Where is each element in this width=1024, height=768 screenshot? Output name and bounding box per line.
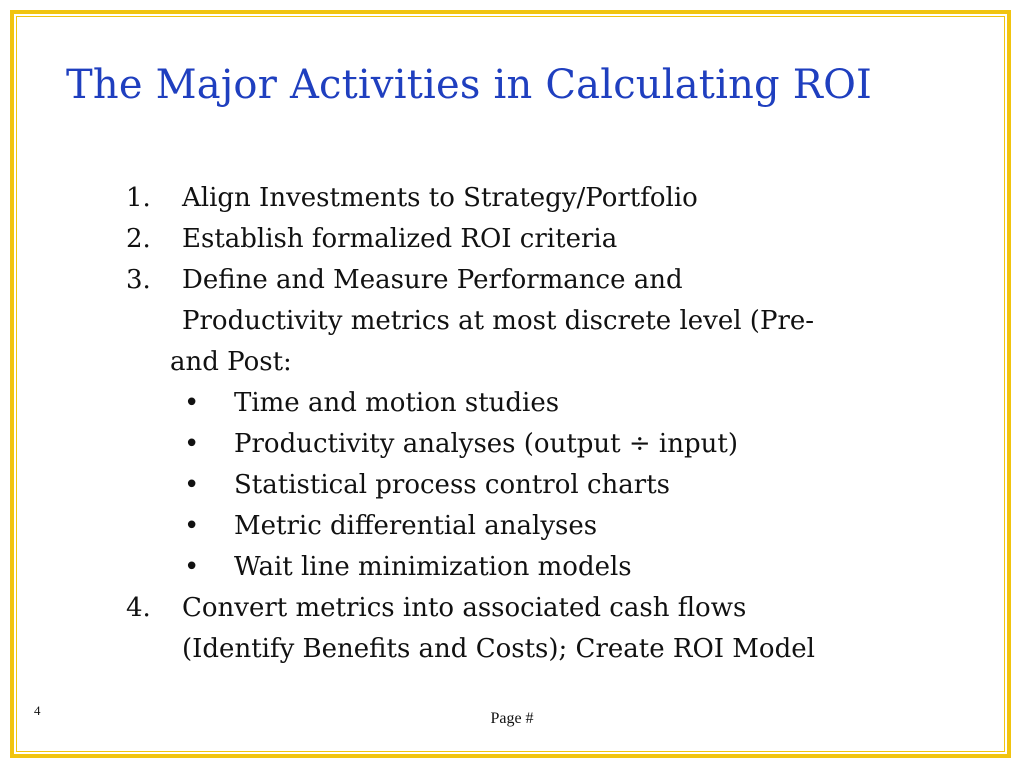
list-item-text: Establish formalized ROI criteria [182,224,618,254]
list-item-text: Align Investments to Strategy/Portfolio [182,183,698,213]
list-item-number: 3. [126,265,151,295]
bullet-icon: • [184,388,200,418]
list-item-2 [126,219,906,260]
activity-list [126,178,906,670]
list-item-text: Convert metrics into associated cash flows [182,593,747,623]
slide-title: The Major Activities in Calculating ROI [66,62,873,108]
bullet-icon: • [184,470,200,500]
list-item-number: 2. [126,224,151,254]
sub-list-item-text: Time and motion studies [234,388,560,418]
sub-list-item [126,465,906,506]
list-item-number: 4. [126,593,151,623]
list-item-text: (Identify Benefits and Costs); Create ROI Model [182,634,815,664]
list-item-text: Define and Measure Performance and [182,265,683,295]
sub-list-item-text: Productivity analyses (output ÷ input) [234,429,738,459]
list-item-text: Productivity metrics at most discrete level (Pre- [182,306,815,336]
list-item-3 [126,260,906,301]
list-item-text: and Post: [170,347,292,377]
bullet-icon: • [184,552,200,582]
bullet-icon: • [184,511,200,541]
sub-list-item-text: Metric differential analyses [234,511,598,541]
sub-list-item [126,547,906,588]
sub-list-item-text: Wait line minimization models [234,552,632,582]
sub-list-item [126,383,906,424]
footer-page-label: Page # [490,710,534,727]
sub-list-item-text: Statistical process control charts [234,470,670,500]
sub-list-item [126,424,906,465]
list-item-continuation [126,301,906,342]
bullet-icon: • [184,429,200,459]
list-item-1 [126,178,906,219]
list-item-4 [126,588,906,629]
slide-number: 4 [34,703,41,718]
list-item-continuation [126,629,906,670]
sub-list-item [126,506,906,547]
list-item-continuation [126,342,906,383]
list-item-number: 1. [126,183,151,213]
